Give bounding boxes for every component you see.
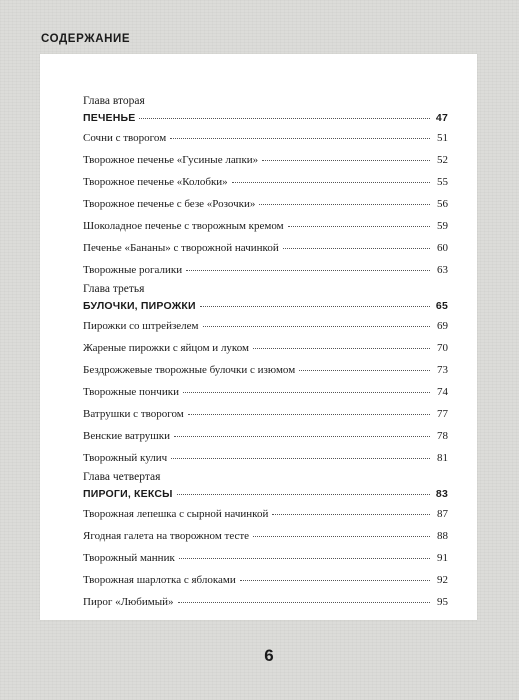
toc-entry-title: Творожное печенье с безе «Розочки»: [83, 198, 256, 210]
toc-entry-page: 69: [437, 320, 448, 332]
toc-entry-title: Творожные рогалики: [83, 264, 183, 276]
toc-entry-page: 87: [437, 508, 448, 520]
dot-leader: [299, 370, 430, 371]
toc-entry-title: Творожное печенье «Гусиные лапки»: [83, 154, 259, 166]
dot-leader: [200, 306, 430, 307]
dot-leader: [240, 580, 430, 581]
toc-section-title: БУЛОЧКИ, ПИРОЖКИ: [83, 300, 196, 312]
dot-leader: [253, 536, 430, 537]
toc-entry-title: Творожный манник: [83, 552, 175, 564]
toc-entry[interactable]: [83, 237, 448, 259]
toc-entry[interactable]: [83, 215, 448, 237]
toc-entry[interactable]: [83, 591, 448, 613]
toc-entry[interactable]: [83, 259, 448, 281]
dot-leader: [177, 494, 430, 495]
toc-entry-title: Творожные пончики: [83, 386, 179, 398]
dot-leader: [174, 436, 430, 437]
dot-leader: [272, 514, 430, 515]
toc-entry[interactable]: [83, 149, 448, 171]
toc-entry-page: 92: [437, 574, 448, 586]
toc-entry[interactable]: [83, 315, 448, 337]
toc-section-title: ПЕЧЕНЬЕ: [83, 112, 136, 124]
toc-entry-page: 95: [437, 596, 448, 608]
dot-leader: [188, 414, 430, 415]
toc-entry-page: 63: [437, 264, 448, 276]
dot-leader: [139, 118, 430, 119]
toc-entry-page: 51: [437, 132, 448, 144]
toc-entry[interactable]: [83, 447, 448, 469]
toc-entry-title: Творожное печенье «Колобки»: [83, 176, 228, 188]
toc-entry[interactable]: [83, 547, 448, 569]
dot-leader: [186, 270, 430, 271]
toc-entry-title: Печенье «Бананы» с творожной начинкой: [83, 242, 279, 254]
toc-entry[interactable]: [83, 403, 448, 425]
chapter-three: [83, 281, 448, 469]
toc-entry[interactable]: [83, 569, 448, 591]
page-number: 6: [264, 646, 274, 665]
dot-leader: [232, 182, 430, 183]
toc-entry[interactable]: [83, 359, 448, 381]
toc-section-title: ПИРОГИ, КЕКСЫ: [83, 488, 173, 500]
toc-section-page: 65: [435, 300, 448, 312]
toc-entry-page: 73: [437, 364, 448, 376]
toc-section[interactable]: [83, 109, 448, 127]
toc-entry-page: 70: [437, 342, 448, 354]
contents-header: СОДЕРЖАНИЕ: [41, 33, 131, 45]
toc-entry[interactable]: [83, 425, 448, 447]
toc-entry[interactable]: [83, 193, 448, 215]
dot-leader: [178, 602, 431, 603]
toc-entry-title: Пирог «Любимый»: [83, 596, 174, 608]
toc-entry[interactable]: [83, 171, 448, 193]
chapter-label: Глава третья: [83, 283, 145, 295]
toc-entry-title: Сочни с творогом: [83, 132, 167, 144]
toc-entry[interactable]: [83, 381, 448, 403]
toc-section-page: 47: [435, 112, 448, 124]
chapter-label: Глава четвертая: [83, 471, 161, 483]
chapter-four: [83, 469, 448, 613]
toc-entry-page: 77: [437, 408, 448, 420]
toc-entry-title: Ватрушки с творогом: [83, 408, 184, 420]
toc-entry-page: 78: [437, 430, 448, 442]
toc-entry-title: Венские ватрушки: [83, 430, 170, 442]
toc-entry-page: 81: [437, 452, 448, 464]
toc-entry-title: Творожная шарлотка с яблоками: [83, 574, 236, 586]
toc-section[interactable]: [83, 485, 448, 503]
toc-entry-title: Творожный кулич: [83, 452, 168, 464]
toc-entry-title: Шоколадное печенье с творожным кремом: [83, 220, 284, 232]
toc-entry-title: Бездрожжевые творожные булочки с изюмом: [83, 364, 296, 376]
toc-entry[interactable]: [83, 337, 448, 359]
dot-leader: [203, 326, 430, 327]
toc-entry-title: Ягодная галета на творожном тесте: [83, 530, 250, 542]
dot-leader: [170, 138, 430, 139]
toc-entry[interactable]: [83, 127, 448, 149]
toc-entry-page: 55: [437, 176, 448, 188]
toc-entry-page: 52: [437, 154, 448, 166]
dot-leader: [262, 160, 430, 161]
dot-leader: [179, 558, 430, 559]
toc-entry-page: 91: [437, 552, 448, 564]
toc-entry[interactable]: [83, 525, 448, 547]
chapter-two: [83, 93, 448, 281]
toc-entry-title: Творожная лепешка с сырной начинкой: [83, 508, 269, 520]
toc-entry-page: 59: [437, 220, 448, 232]
toc-entry-title: Жареные пирожки с яйцом и луком: [83, 342, 249, 354]
toc-section[interactable]: [83, 297, 448, 315]
dot-leader: [283, 248, 430, 249]
toc-entry-page: 60: [437, 242, 448, 254]
dot-leader: [253, 348, 430, 349]
contents-panel: [40, 54, 477, 620]
dot-leader: [288, 226, 430, 227]
toc-entry-title: Пирожки со штрейзелем: [83, 320, 199, 332]
toc-entry-page: 56: [437, 198, 448, 210]
chapter-label: Глава вторая: [83, 95, 145, 107]
toc-section-page: 83: [435, 488, 448, 500]
dot-leader: [171, 458, 430, 459]
toc-entry[interactable]: [83, 503, 448, 525]
dot-leader: [183, 392, 430, 393]
toc-entry-page: 74: [437, 386, 448, 398]
toc-entry-page: 88: [437, 530, 448, 542]
dot-leader: [259, 204, 430, 205]
